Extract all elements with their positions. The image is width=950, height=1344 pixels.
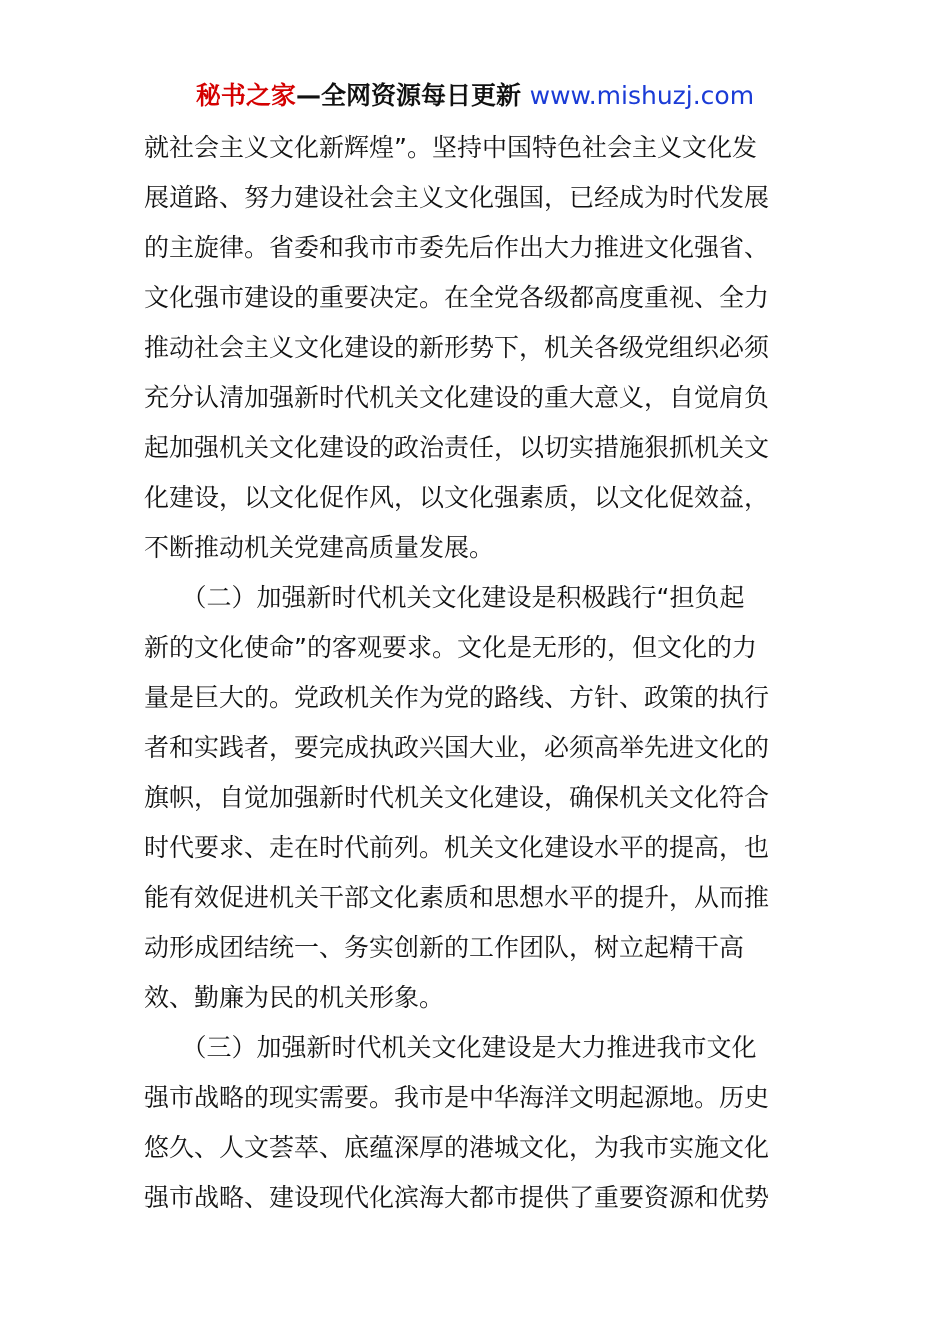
text-line: 就社会主义文化新辉煌”。坚持中国特色社会主义文化发: [144, 133, 757, 162]
text-line: 新的文化使命”的客观要求。文化是无形的，但文化的力: [144, 633, 757, 662]
text-line: 展道路、努力建设社会主义文化强国，已经成为时代发展: [144, 183, 770, 212]
text-line: 化建设，以文化促作风，以文化强素质，以文化促效益，: [144, 483, 770, 512]
site-brand: 秘书之家: [195, 81, 296, 110]
text-line: 量是巨大的。党政机关作为党的路线、方针、政策的执行: [144, 683, 770, 712]
text-line: 推动社会主义文化建设的新形势下，机关各级党组织必须: [144, 333, 770, 362]
text-line: 效、勤廉为民的机关形象。: [144, 983, 445, 1012]
text-line: 充分认清加强新时代机关文化建设的重大意义，自觉肩负: [144, 383, 770, 412]
text-line: 起加强机关文化建设的政治责任，以切实措施狠抓机关文: [144, 433, 770, 462]
text-line: 能有效促进机关干部文化素质和思想水平的提升，从而推: [144, 883, 770, 912]
text-line: 旗帜，自觉加强新时代机关文化建设，确保机关文化符合: [144, 783, 770, 812]
text-line: （三）加强新时代机关文化建设是大力推进我市文化: [144, 1033, 757, 1062]
text-line: 强市战略、建设现代化滨海大都市提供了重要资源和优势: [144, 1183, 770, 1212]
text-line: 强市战略的现实需要。我市是中华海洋文明起源地。历史: [144, 1083, 770, 1112]
text-line: 悠久、人文荟萃、底蕴深厚的港城文化，为我市实施文化: [144, 1133, 770, 1162]
site-url-link[interactable]: www.mishuzj.com: [529, 81, 755, 110]
text-line: 文化强市建设的重要决定。在全党各级都高度重视、全力: [144, 283, 770, 312]
text-line: 时代要求、走在时代前列。机关文化建设水平的提高，也: [144, 833, 770, 862]
text-line: 不断推动机关党建高质量发展。: [144, 533, 495, 562]
text-line: 动形成团结统一、务实创新的工作团队，树立起精干高: [144, 933, 745, 962]
site-header: [0, 78, 950, 114]
site-tagline: —全网资源每日更新: [295, 81, 530, 110]
text-line: 的主旋律。省委和我市市委先后作出大力推进文化强省、: [144, 233, 770, 262]
document-body: [144, 123, 808, 1223]
text-line: 者和实践者，要完成执政兴国大业，必须高举先进文化的: [144, 733, 770, 762]
text-line: （二）加强新时代机关文化建设是积极践行“担负起: [144, 583, 745, 612]
